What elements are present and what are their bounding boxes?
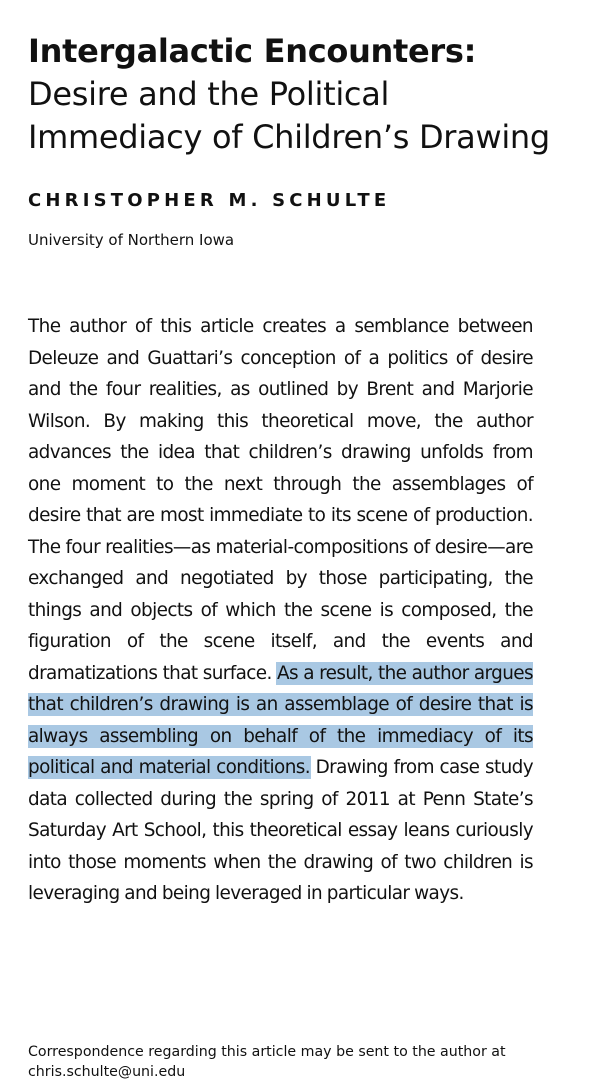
author-affiliation: University of Northern Iowa: [28, 231, 235, 249]
article-title-bold: Intergalactic Encounters:: [28, 32, 477, 70]
abstract-text-after: Drawing from case study data collected during the spring of 2011 at Penn State’s Saturday Art School, this theoretical essay leans curiously into those moments when the drawing of two children is leveraging and being leveraged in particular ways.: [28, 757, 533, 904]
abstract-paragraph: [28, 311, 533, 910]
author-name: CHRISTOPHER M. SCHULTE: [28, 190, 391, 211]
highlighted-text[interactable]: As a result, the author argues that children’s drawing is an assemblage of desire that is always assembling on behalf of the immediacy of its political and material conditions.: [28, 662, 533, 778]
correspondence-line: Correspondence regarding this article may be sent to the author at: [28, 1044, 506, 1060]
author-email[interactable]: chris.schulte@uni.edu: [28, 1064, 186, 1080]
article-title: [28, 30, 568, 159]
correspondence-note: [28, 1042, 568, 1082]
abstract-text-before: The author of this article creates a semblance between Deleuze and Guattari’s conception of a politics of desire and the four realities, as outlined by Brent and Marjorie Wilson. By making this theoretical move, the author advances the idea that children’s drawing unfolds from one moment to the next through the assemblages of desire that are most immediate to its scene of production. The four realities—as material-compositions of desire—are exchanged and negotiated by those participating, the things and objects of which the scene is composed, the figuration of the scene itself, and the events and dramatizations that surface.: [28, 316, 533, 684]
article-title-rest: Desire and the Political Immediacy of Children’s Drawing: [28, 75, 550, 156]
